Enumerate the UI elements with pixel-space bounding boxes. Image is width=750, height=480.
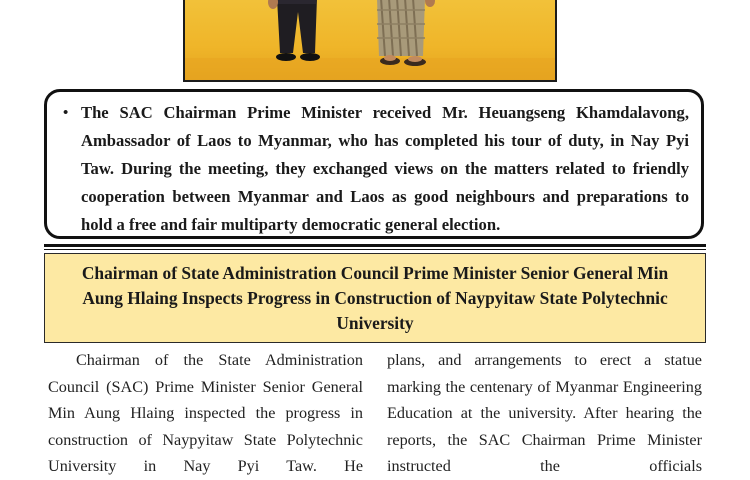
section-divider-thin <box>44 249 706 250</box>
caption-list <box>63 99 689 239</box>
news-photo <box>183 0 557 82</box>
bullet-icon: • <box>63 105 69 121</box>
photo-two-men-standing <box>185 0 555 80</box>
article-headline: Chairman of State Administration Council Prime Minister Senior General Min Aung Hlaing Inspects Progress in Construction of Naypyitaw State Polytechnic University <box>81 262 669 333</box>
headline-box <box>44 253 706 343</box>
article-column-right: plans, and arrangements to erect a statue marking the centenary of Myanmar Engineering Education at the university. After hearing the reports, the SAC Chairman Prime Minister instructed the officials <box>387 351 702 475</box>
photo-caption-box <box>44 89 704 239</box>
section-divider-thick <box>44 244 706 247</box>
photo-caption: The SAC Chairman Prime Minister received Mr. Heuangseng Khamdalavong, Ambassador of Laos to Myanmar, who has completed his tour of duty, in Nay Pyi Taw. During the meeting, they exchanged views on the matters related to friendly cooperation between Myanmar and Laos as good neighbours and preparations to hold a free and fair multiparty democratic general election. <box>81 103 689 234</box>
article-body <box>48 347 702 480</box>
article-column-left: Chairman of the State Administration Council (SAC) Prime Minister Senior General Min Aung Hlaing inspected the progress in construction of Naypyitaw State Polytechnic University in Nay Pyi Taw. He <box>48 351 363 475</box>
